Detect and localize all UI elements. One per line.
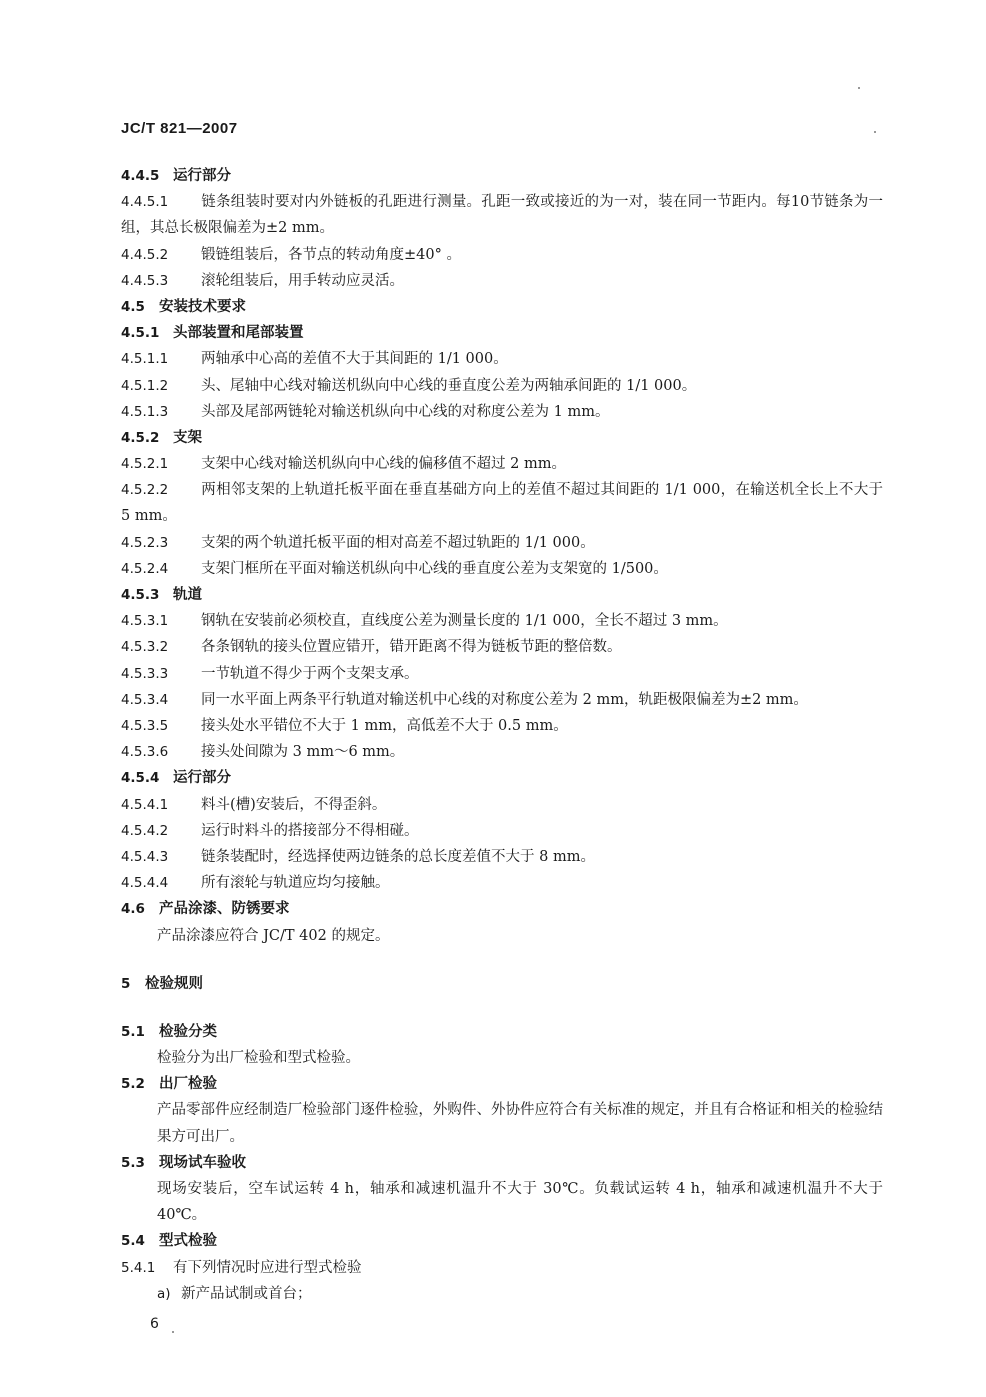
clause-text: 所有滚轮与轨道应均匀接触。	[201, 875, 390, 892]
clause-text: 有下列情况时应进行型式检验	[173, 1259, 362, 1276]
clause-number: 4.5.3.6	[121, 744, 169, 761]
clause-number: 4.5.1.1	[121, 351, 169, 368]
section-heading	[121, 320, 883, 346]
clause-line	[121, 1097, 883, 1149]
clause-line	[121, 634, 883, 660]
clause-text: 运行部分	[173, 167, 231, 184]
clause-line	[121, 530, 883, 556]
clause-number: 4.5.4.1	[121, 796, 169, 813]
clause-text: 滚轮组装后，用手转动应灵活。	[201, 272, 404, 289]
section-heading	[121, 765, 883, 791]
clause-text: 一节轨道不得少于两个支架支承。	[201, 665, 419, 682]
spacer	[121, 997, 883, 1019]
clause-text: 锻链组装后，各节点的转动角度±40° 。	[201, 246, 461, 263]
clause-text: 头、尾轴中心线对输送机纵向中心线的垂直度公差为两轴承间距的 1/1 000。	[201, 377, 697, 394]
clause-line	[121, 477, 883, 529]
clause-text: 型式检验	[159, 1232, 217, 1250]
scan-speck	[858, 87, 860, 89]
clause-text: 检验分为出厂检验和型式检验。	[157, 1050, 360, 1067]
clause-line	[121, 399, 883, 425]
clause-number: 4.5.1.2	[121, 377, 169, 394]
section-heading	[121, 1019, 883, 1045]
clause-number: 4.5.3	[121, 587, 160, 604]
clause-text: 头部装置和尾部装置	[173, 324, 304, 342]
clause-number: 4.6	[121, 901, 145, 918]
clause-number: 5.3	[121, 1154, 145, 1171]
clause-number: 4.5.2.1	[121, 456, 169, 473]
clause-text: 接头处水平错位不大于 1 mm，高低差不大于 0.5 mm。	[201, 718, 568, 734]
clause-number: 4.4.5.1	[121, 194, 169, 211]
clause-number: 4.5.1	[121, 325, 160, 342]
clause-number: 5	[121, 975, 131, 992]
clause-line	[121, 713, 883, 739]
clause-text: 各条钢轨的接头位置应错开，错开距离不得为链板节距的整倍数。	[201, 639, 622, 656]
clause-number: 4.5.2.4	[121, 560, 169, 577]
clause-text: 支架的两个轨道托板平面的相对高差不超过轨距的 1/1 000。	[201, 534, 595, 551]
clause-number: 4.5.3.5	[121, 718, 169, 734]
section-heading	[121, 1150, 883, 1176]
clause-number: 5.1	[121, 1023, 145, 1040]
section-heading	[121, 971, 883, 997]
clause-text: 料斗(槽)安装后，不得歪斜。	[201, 796, 387, 813]
clause-line	[121, 608, 883, 634]
clause-number: 4.5.1.3	[121, 403, 169, 420]
section-heading	[121, 294, 883, 320]
clause-text: 现场试车验收	[159, 1153, 246, 1171]
clause-text: 支架中心线对输送机纵向中心线的偏移值不超过 2 mm。	[201, 456, 566, 473]
clause-number: 4.4.5.2	[121, 246, 169, 263]
clause-text: 运行时料斗的搭接部分不得相碰。	[201, 822, 419, 839]
clause-line	[121, 661, 883, 687]
clause-number: 4.5.4.3	[121, 848, 169, 865]
clause-text: 产品涂漆应符合 JC/T 402 的规定。	[157, 927, 390, 944]
section-heading	[121, 425, 883, 451]
clause-text: 两轴承中心高的差值不大于其间距的 1/1 000。	[201, 351, 508, 368]
clause-text: 检验分类	[159, 1022, 217, 1040]
section-heading	[121, 582, 883, 608]
clause-number: 4.5.4	[121, 770, 160, 787]
page-number: 6	[150, 1316, 159, 1332]
clause-number: 4.5.4.2	[121, 822, 169, 839]
clause-line	[121, 189, 883, 241]
section-heading	[121, 163, 883, 189]
scan-speck	[172, 1331, 174, 1333]
clause-line	[121, 1045, 883, 1071]
clause-number: 4.5.3.3	[121, 665, 169, 682]
clause-line	[121, 451, 883, 477]
clause-text: 同一水平面上两条平行轨道对输送机中心线的对称度公差为 2 mm，轨距极限偏差为±2 mm。	[201, 691, 808, 708]
document-code-header: JC/T 821—2007	[121, 120, 238, 137]
clause-number: 5.4.1	[121, 1259, 156, 1276]
clause-text: 支架	[173, 428, 202, 446]
clause-text: 钢轨在安装前必须校直，直线度公差为测量长度的 1/1 000，全长不超过 3 mm。	[201, 613, 728, 630]
clause-number: 4.5.3.2	[121, 639, 169, 656]
clause-text: 出厂检验	[159, 1075, 217, 1093]
clause-number: 4.5	[121, 298, 145, 315]
clause-number: 4.5.2.3	[121, 534, 169, 551]
clause-line	[121, 268, 883, 294]
clause-line	[121, 844, 883, 870]
clause-line	[121, 923, 883, 949]
clause-text: 轨道	[173, 586, 202, 604]
clause-text: 链条组装时要对内外链板的孔距进行测量。孔距一致或接近的为一对，装在同一节距内。每10节链条为一组，其总长极限偏差为±2 mm。	[121, 194, 883, 237]
clause-number: 5.4	[121, 1233, 145, 1250]
clause-number: 4.5.4.4	[121, 875, 169, 892]
spacer	[121, 949, 883, 971]
section-heading	[121, 1228, 883, 1254]
clause-text: 现场安装后，空车试运转 4 h，轴承和减速机温升不大于 30℃。负载试运转 4 h，轴承和减速机温升不大于 40℃。	[157, 1181, 883, 1224]
clause-text: 头部及尾部两链轮对输送机纵向中心线的对称度公差为 1 mm。	[201, 403, 610, 420]
clause-text: 产品零部件应经制造厂检验部门逐件检验，外购件、外协件应符合有关标准的规定，并且有合格证和相关的检验结果方可出厂。	[157, 1102, 883, 1145]
clause-number: a)	[157, 1285, 171, 1302]
section-heading	[121, 896, 883, 922]
clause-text: 新产品试制或首台；	[181, 1285, 312, 1302]
clause-line	[121, 346, 883, 372]
clause-number: 4.5.2	[121, 429, 160, 446]
clause-text: 链条装配时，经选择使两边链条的总长度差值不大于 8 mm。	[201, 848, 595, 865]
clause-line	[121, 1255, 883, 1281]
clause-line	[121, 242, 883, 268]
clause-text: 产品涂漆、防锈要求	[159, 900, 290, 918]
clause-line	[121, 1176, 883, 1228]
clause-number: 4.4.5.3	[121, 272, 169, 289]
clause-text: 检验规则	[145, 974, 203, 992]
scan-speck	[874, 131, 876, 133]
clause-line	[121, 556, 883, 582]
clause-text: 接头处间隙为 3 mm～6 mm。	[201, 744, 405, 761]
clause-number: 4.4.5	[121, 168, 160, 184]
clause-text: 支架门框所在平面对输送机纵向中心线的垂直度公差为支架宽的 1/500。	[201, 560, 668, 577]
clause-line	[121, 373, 883, 399]
clause-number: 4.5.3.1	[121, 613, 169, 630]
clause-line	[121, 1281, 883, 1307]
document-body	[121, 163, 883, 1307]
clause-line	[121, 739, 883, 765]
clause-number: 5.2	[121, 1076, 145, 1093]
clause-text: 运行部分	[173, 769, 231, 787]
clause-text: 安装技术要求	[159, 297, 246, 315]
clause-number: 4.5.2.2	[121, 482, 169, 499]
clause-line	[121, 818, 883, 844]
clause-line	[121, 870, 883, 896]
clause-line	[121, 792, 883, 818]
clause-number: 4.5.3.4	[121, 691, 169, 708]
section-heading	[121, 1071, 883, 1097]
clause-line	[121, 687, 883, 713]
clause-text: 两相邻支架的上轨道托板平面在垂直基础方向上的差值不超过其间距的 1/1 000，在输送机全长上不大于 5 mm。	[121, 482, 883, 525]
